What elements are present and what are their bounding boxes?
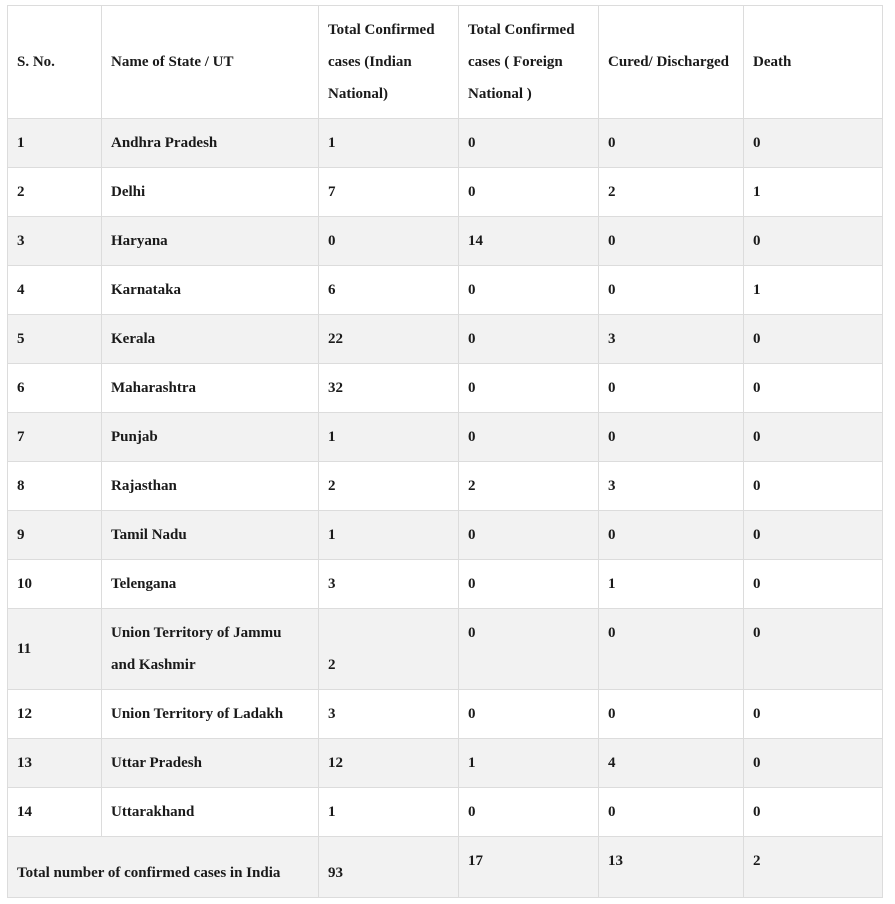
cell-serial-no: 12 (8, 690, 102, 739)
cell-confirmed-indian: 1 (319, 788, 459, 837)
cell-confirmed-indian: 1 (319, 119, 459, 168)
header-cured-discharged: Cured/ Discharged (599, 6, 744, 119)
cell-state-name: Andhra Pradesh (102, 119, 319, 168)
cell-confirmed-indian: 6 (319, 266, 459, 315)
cell-serial-no: 2 (8, 168, 102, 217)
cell-state-name: Haryana (102, 217, 319, 266)
table-row (8, 364, 883, 413)
total-cured: 13 (599, 837, 744, 898)
cell-death: 1 (744, 168, 883, 217)
total-confirmed-foreign: 17 (459, 837, 599, 898)
cell-serial-no: 1 (8, 119, 102, 168)
cell-serial-no: 10 (8, 560, 102, 609)
cell-cured: 3 (599, 462, 744, 511)
table-row (8, 788, 883, 837)
header-confirmed-indian: Total Confirmed cases (Indian National) (319, 6, 459, 119)
total-label: Total number of confirmed cases in India (8, 837, 319, 898)
cell-confirmed-indian: 3 (319, 690, 459, 739)
cell-cured: 2 (599, 168, 744, 217)
cell-confirmed-foreign: 1 (459, 739, 599, 788)
cell-state-name: Maharashtra (102, 364, 319, 413)
cell-cured: 0 (599, 690, 744, 739)
cell-confirmed-foreign: 0 (459, 168, 599, 217)
cell-confirmed-indian: 22 (319, 315, 459, 364)
cell-confirmed-foreign: 0 (459, 788, 599, 837)
cell-death: 0 (744, 217, 883, 266)
table-header-row (8, 6, 883, 119)
table-row (8, 413, 883, 462)
cell-confirmed-indian: 2 (319, 462, 459, 511)
cell-serial-no: 11 (8, 609, 102, 690)
table-row (8, 266, 883, 315)
cell-death: 0 (744, 560, 883, 609)
table-total-row (8, 837, 883, 898)
cell-death: 0 (744, 413, 883, 462)
cell-state-name: Delhi (102, 168, 319, 217)
cell-cured: 0 (599, 609, 744, 690)
cell-state-name: Union Territory of Ladakh (102, 690, 319, 739)
cell-state-name: Kerala (102, 315, 319, 364)
cell-confirmed-indian: 1 (319, 413, 459, 462)
cell-death: 0 (744, 788, 883, 837)
cell-confirmed-foreign: 0 (459, 609, 599, 690)
cell-cured: 3 (599, 315, 744, 364)
cell-confirmed-foreign: 0 (459, 511, 599, 560)
cell-state-name: Karnataka (102, 266, 319, 315)
cell-state-name: Rajasthan (102, 462, 319, 511)
cell-serial-no: 5 (8, 315, 102, 364)
cell-death: 0 (744, 739, 883, 788)
cell-state-name: Tamil Nadu (102, 511, 319, 560)
cell-serial-no: 13 (8, 739, 102, 788)
table-row (8, 315, 883, 364)
cell-confirmed-foreign: 14 (459, 217, 599, 266)
cell-confirmed-indian: 2 (319, 609, 459, 690)
header-confirmed-foreign: Total Confirmed cases ( Foreign National ) (459, 6, 599, 119)
cell-cured: 1 (599, 560, 744, 609)
cell-confirmed-indian: 32 (319, 364, 459, 413)
table-row (8, 462, 883, 511)
cell-death: 0 (744, 364, 883, 413)
table-row (8, 739, 883, 788)
table-row (8, 609, 883, 690)
total-confirmed-indian: 93 (319, 837, 459, 898)
cell-cured: 0 (599, 217, 744, 266)
cell-death: 0 (744, 690, 883, 739)
cell-death: 1 (744, 266, 883, 315)
cell-confirmed-foreign: 0 (459, 364, 599, 413)
cell-confirmed-indian: 3 (319, 560, 459, 609)
cell-death: 0 (744, 315, 883, 364)
cell-confirmed-foreign: 0 (459, 119, 599, 168)
cell-serial-no: 8 (8, 462, 102, 511)
cell-serial-no: 3 (8, 217, 102, 266)
cell-serial-no: 14 (8, 788, 102, 837)
cell-cured: 0 (599, 413, 744, 462)
cell-confirmed-foreign: 0 (459, 560, 599, 609)
cell-confirmed-foreign: 0 (459, 315, 599, 364)
covid-cases-table (7, 5, 883, 898)
total-death: 2 (744, 837, 883, 898)
header-serial-no: S. No. (8, 6, 102, 119)
covid-cases-table-container (7, 5, 883, 898)
header-state-name: Name of State / UT (102, 6, 319, 119)
cell-cured: 0 (599, 511, 744, 560)
cell-cured: 0 (599, 119, 744, 168)
cell-confirmed-indian: 0 (319, 217, 459, 266)
cell-serial-no: 4 (8, 266, 102, 315)
cell-serial-no: 6 (8, 364, 102, 413)
cell-state-name: Punjab (102, 413, 319, 462)
cell-cured: 0 (599, 364, 744, 413)
table-row (8, 168, 883, 217)
cell-serial-no: 7 (8, 413, 102, 462)
cell-confirmed-indian: 7 (319, 168, 459, 217)
cell-death: 0 (744, 609, 883, 690)
cell-death: 0 (744, 462, 883, 511)
cell-confirmed-foreign: 0 (459, 413, 599, 462)
cell-cured: 0 (599, 788, 744, 837)
cell-confirmed-foreign: 2 (459, 462, 599, 511)
cell-confirmed-indian: 12 (319, 739, 459, 788)
header-death: Death (744, 6, 883, 119)
table-row (8, 690, 883, 739)
cell-serial-no: 9 (8, 511, 102, 560)
cell-death: 0 (744, 119, 883, 168)
cell-state-name: Uttarakhand (102, 788, 319, 837)
cell-state-name: Union Territory of Jammu and Kashmir (102, 609, 319, 690)
cell-confirmed-foreign: 0 (459, 266, 599, 315)
table-row (8, 217, 883, 266)
table-row (8, 511, 883, 560)
cell-confirmed-foreign: 0 (459, 690, 599, 739)
table-row (8, 119, 883, 168)
cell-death: 0 (744, 511, 883, 560)
cell-confirmed-indian: 1 (319, 511, 459, 560)
table-row (8, 560, 883, 609)
cell-state-name: Telengana (102, 560, 319, 609)
cell-state-name: Uttar Pradesh (102, 739, 319, 788)
cell-cured: 0 (599, 266, 744, 315)
cell-cured: 4 (599, 739, 744, 788)
